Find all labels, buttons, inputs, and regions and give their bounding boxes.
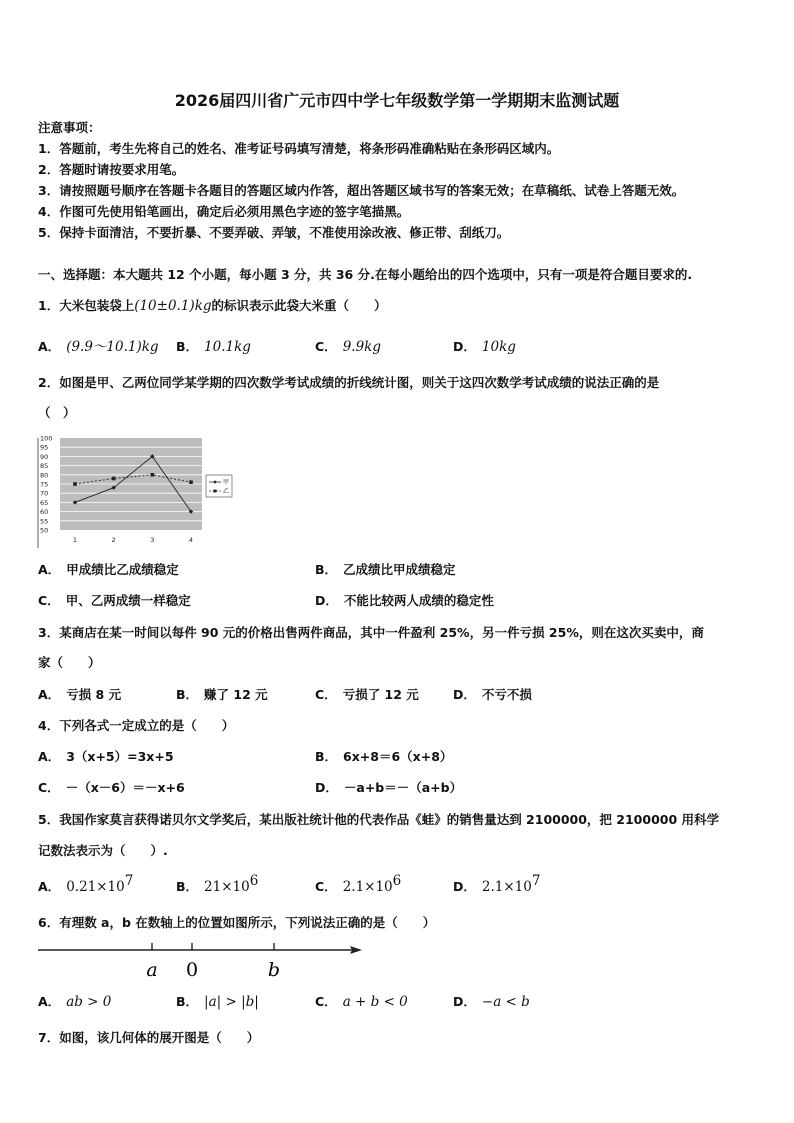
option-label: A． [38,339,61,354]
question-5-option-a[interactable] [38,873,134,896]
question-1-option-b[interactable] [176,338,251,356]
question-1-stem [38,297,387,315]
chart-legend [206,475,232,497]
chart-y-tick-label: 90 [40,452,49,461]
chart-point [73,482,77,486]
option-text: 乙成绩比甲成绩稳定 [343,562,456,577]
notice-item: 2．答题时请按要求用笔。 [38,162,185,177]
option-label: D． [453,687,476,702]
option-text: 甲、乙两成绩一样稳定 [65,593,191,608]
option-label: B． [176,687,199,702]
notice-item: 1．答题前，考生先将自己的姓名、准考证号码填写清楚，将条形码准确粘贴在条形码区域内。 [38,141,560,156]
question-3-option-d[interactable] [453,686,532,704]
chart-y-tick-label: 60 [40,508,49,517]
question-6-option-d[interactable] [453,993,530,1011]
option-text: |a| > |b| [204,994,259,1010]
section-heading: 一、选择题：本大题共 12 个小题，每小题 3 分，共 36 分.在每小题给出的四个选项中，只有一项是符合题目要求的. [38,267,693,282]
option-exponent: 6 [249,873,259,889]
question-1-option-c[interactable] [315,338,381,356]
chart-y-ticks [40,435,52,535]
question-6-option-a[interactable] [38,993,111,1011]
chart-y-tick-label: 65 [40,498,49,507]
chart-y-tick-label: 70 [40,489,49,498]
chart-point [151,473,155,477]
option-label: B． [176,339,199,354]
question-7-stem: 7．如图，该几何体的展开图是（ ） [38,1030,260,1045]
question-5-option-d[interactable] [453,873,541,896]
question-3-option-a[interactable] [38,686,121,704]
option-text: ab > 0 [66,994,112,1010]
option-label: D． [315,593,338,608]
chart-x-ticks [73,536,193,544]
option-label: D． [315,780,338,795]
option-text: 9.9kg [342,339,381,355]
page-title: 2026届四川省广元市四中学七年级数学第一学期期末监测试题 [174,91,620,110]
option-text: −a < b [481,994,530,1010]
option-label: C． [315,879,337,894]
option-text: 10.1kg [204,339,251,355]
chart-legend-marker [214,490,217,493]
option-label: C． [38,593,60,608]
chart-y-tick-label: 50 [40,526,49,535]
chart-point [189,480,193,484]
question-2-option-c[interactable] [38,592,191,610]
option-label: C． [38,780,60,795]
chart-y-tick-label: 100 [40,434,53,443]
chart-y-tick-label: 80 [40,471,49,480]
chart-grid [38,438,202,548]
question-2-stem: 2．如图是甲、乙两位同学某学期的四次数学考试成绩的折线统计图，则关于这四次数学考试成绩的说法正确的是 [38,375,660,390]
question-4-stem: 4．下列各式一定成立的是（ ） [38,718,235,733]
option-text: 甲成绩比乙成绩稳定 [66,562,179,577]
option-text: －（x－6）＝－x+6 [65,780,185,795]
label-b: b [267,959,281,981]
option-text: 不能比较两人成绩的稳定性 [343,593,494,608]
option-text: 亏损 8 元 [66,687,122,702]
question-5-option-c[interactable] [315,873,402,896]
question-4-option-b[interactable] [315,748,452,766]
notice-heading: 注意事项： [38,120,101,135]
question-5-stem-cont: 记数法表示为（ ）. [38,843,168,858]
question-1-math: (10±0.1)kg [134,298,212,314]
question-6-option-c[interactable] [315,993,408,1011]
question-4-option-a[interactable] [38,748,174,766]
label-zero: 0 [185,959,199,981]
option-label: B． [315,749,338,764]
chart-x-tick-label: 1 [72,536,78,544]
option-text: 3（x+5）=3x+5 [66,749,174,764]
chart-y-tick-label: 85 [40,462,49,471]
question-4-option-d[interactable] [315,779,462,797]
line-chart [34,430,234,550]
notice-item: 4．作图可先使用铅笔画出，确定后必须用黑色字迹的签字笔描黑。 [38,204,410,219]
option-exponent: 6 [392,873,402,889]
option-text: 10kg [481,339,516,355]
option-label: D． [453,994,476,1009]
option-text: －a+b＝－（a+b） [343,780,463,795]
option-base: 2.1×10 [481,879,532,895]
notice-item: 3．请按照题号顺序在答题卡各题目的答题区域内作答，超出答题区域书写的答案无效；在草稿纸、试卷上答题无效。 [38,183,685,198]
option-text: 6x+8＝6（x+8） [343,749,453,764]
question-3-option-b[interactable] [176,686,268,704]
question-3-stem: 3．某商店在某一时间以每件 90 元的价格出售两件商品，其中一件盈利 25%，另一件亏损 25%，则在这次买卖中，商 [38,625,704,640]
option-label: A． [38,994,61,1009]
option-label: A． [38,687,61,702]
option-base: 2.1×10 [342,879,393,895]
question-1-pre: 1．大米包装袋上 [38,298,135,313]
question-6-stem: 6．有理数 a，b 在数轴上的位置如图所示，下列说法正确的是（ ） [38,915,436,930]
option-text: (9.9～10.1)kg [66,339,159,355]
question-2-stem-cont: （ ） [38,405,76,420]
chart-y-tick-label: 75 [40,480,49,489]
label-a: a [146,959,158,981]
chart-x-tick-label: 4 [188,536,194,544]
option-label: A． [38,749,61,764]
question-3-option-c[interactable] [315,686,419,704]
option-text: 亏损了 12 元 [342,687,419,702]
option-label: C． [315,339,337,354]
question-1-option-d[interactable] [453,338,516,356]
chart-legend-label: 甲 [223,479,230,487]
option-base: 0.21×10 [66,879,125,895]
chart-y-tick-label: 55 [40,517,49,526]
option-label: B． [315,562,338,577]
chart-x-tick-label: 3 [150,536,155,544]
number-line [36,938,366,984]
question-6-option-b[interactable] [176,993,259,1011]
question-4-option-c[interactable] [38,779,185,797]
option-label: C． [315,994,337,1009]
question-2-option-b[interactable] [315,561,456,579]
option-label: A． [38,879,61,894]
chart-y-tick-label: 95 [40,443,49,452]
question-5-stem: 5．我国作家莫言获得诺贝尔文学奖后，某出版社统计他的代表作品《蛙》的销售量达到 2100000，把 2100000 用科学 [38,812,720,827]
question-2-option-a[interactable] [38,561,179,579]
chart-point [112,477,116,481]
option-label: B． [176,994,199,1009]
option-base: 21×10 [204,879,250,895]
question-1-option-a[interactable] [38,338,159,356]
option-label: B． [176,879,199,894]
option-exponent: 7 [531,873,541,889]
option-label: A． [38,562,61,577]
chart-legend-label: 乙 [223,488,230,496]
option-label: D． [453,339,476,354]
chart-x-tick-label: 2 [111,536,116,544]
option-exponent: 7 [124,873,134,889]
option-label: C． [315,687,337,702]
option-text: 赚了 12 元 [204,687,268,702]
option-label: D． [453,879,476,894]
question-2-option-d[interactable] [315,592,494,610]
notice-item: 5．保持卡面清洁，不要折暴、不要弄破、弄皱，不准使用涂改液、修正带、刮纸刀。 [38,225,510,240]
question-1-post: 的标识表示此袋大米重（ ） [211,298,387,313]
question-5-option-b[interactable] [176,873,259,896]
option-text: 不亏不损 [481,687,532,702]
option-text: a + b < 0 [342,994,408,1010]
question-3-stem-cont: 家（ ） [38,655,101,670]
